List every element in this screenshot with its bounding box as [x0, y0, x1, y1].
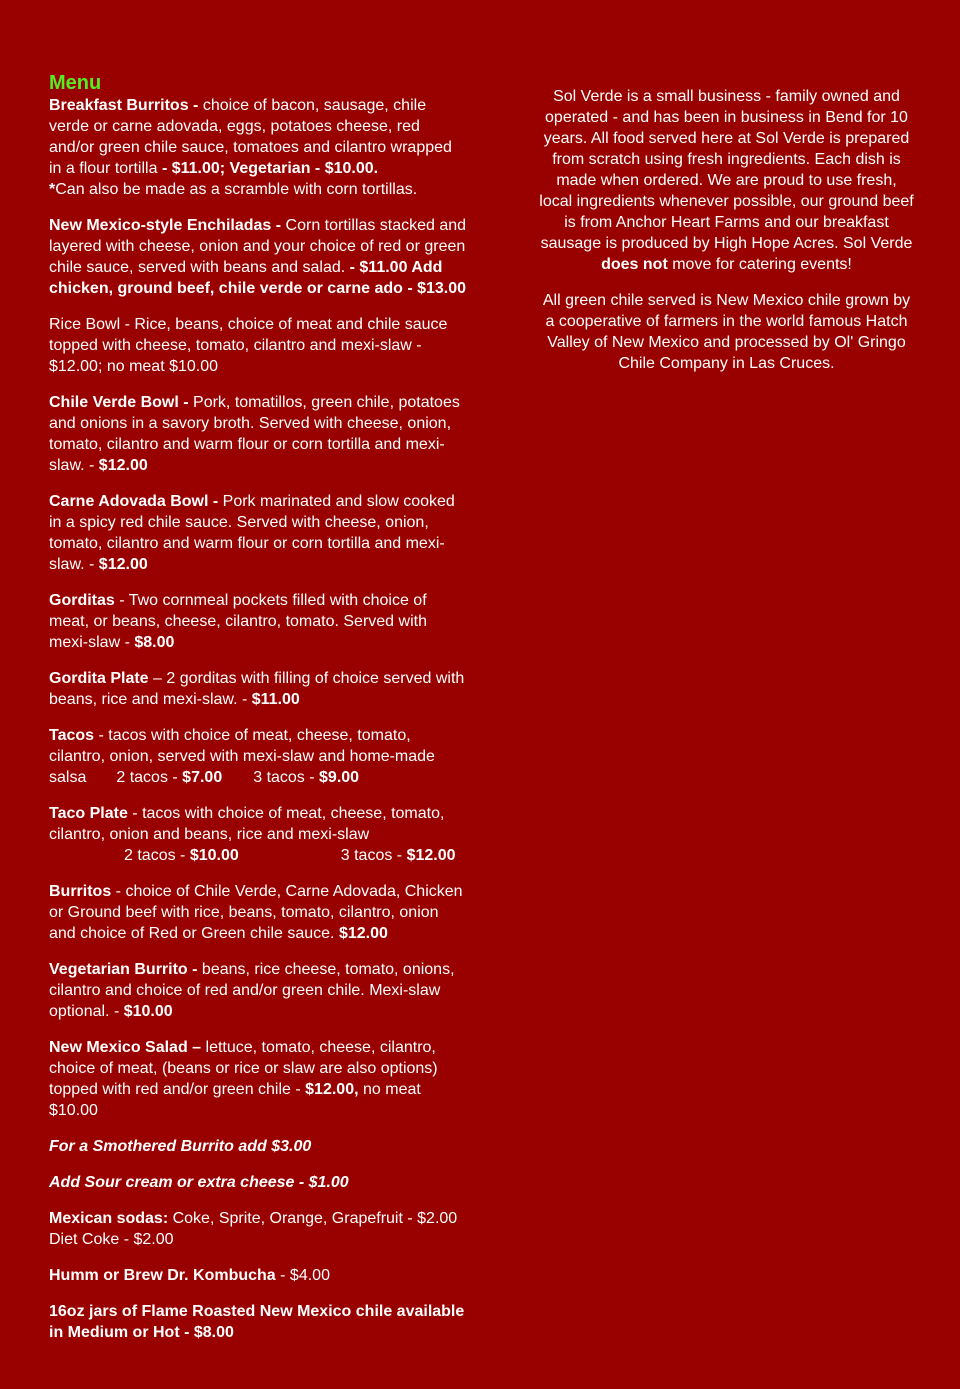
- menu-item-chile-verde-bowl: [49, 392, 467, 476]
- item-desc: - Two cornmeal pockets filled with choice of meat, or beans, cheese, cilantro, tomato. Served with mexi-slaw -: [49, 592, 427, 651]
- note-star: *: [49, 181, 56, 198]
- three-tacos-price: $9.00: [319, 769, 360, 786]
- item-desc: Coke, Sprite, Orange, Grapefruit - $2.00: [168, 1210, 458, 1227]
- three-tacos-price: $12.00: [406, 847, 456, 864]
- item-desc: Pork marinated and slow cooked in a spicy red chile sauce. Served with cheese, onion, tomato, cilantro and warm flour or corn tortilla and mexi-slaw. -: [49, 493, 455, 573]
- menu-item-carne-adovada-bowl: [49, 491, 467, 575]
- item-desc: - tacos with choice of meat, cheese, tomato, cilantro, onion, served with mexi-slaw and home-made salsa: [49, 727, 435, 786]
- two-tacos-price: $7.00: [182, 769, 223, 786]
- item-desc: Pork, tomatillos, green chile, potatoes and onions in a savory broth. Served with cheese, onion, tomato, cilantro and warm flour or corn tortilla and mexi-slaw. -: [49, 394, 460, 474]
- menu-item-burritos: [49, 881, 467, 944]
- menu-item-breakfast-burritos: [49, 95, 467, 200]
- menu-column: [49, 71, 467, 1358]
- item-name: Gordita Plate: [49, 670, 149, 687]
- item-price: $11.00: [251, 691, 300, 708]
- menu-item-vegetarian-burrito: [49, 959, 467, 1022]
- item-name: Burritos: [49, 883, 112, 900]
- item-price: $8.00: [134, 634, 175, 651]
- about-text: Sol Verde is a small business - family owned and operated - and has been in business in Bend for 10 years. All food served here at Sol Verde is prepared from scratch using fresh ingredients. Each dish is made when ordered. We are proud to use fresh, local ingredients whenever possible, our ground beef is from Anchor Heart Farms and our breakfast sausage is produced by High Hope Acres. Sol Verde: [539, 88, 914, 252]
- item-name: Gorditas: [49, 592, 115, 609]
- item-desc: - $4.00: [275, 1267, 330, 1284]
- two-tacos-label: 2 tacos -: [124, 847, 190, 864]
- menu-item-enchiladas: [49, 215, 467, 299]
- item-price: $10.00: [123, 1003, 173, 1020]
- item-name: Chile Verde Bowl -: [49, 394, 194, 411]
- item-price: $12.00,: [305, 1081, 359, 1098]
- menu-item-tacos: [49, 725, 467, 788]
- menu-item-nm-salad: [49, 1037, 467, 1121]
- item-text: 16oz jars of Flame Roasted New Mexico chile available in Medium or Hot - $8.00: [49, 1303, 465, 1341]
- menu-item-chile-jars: [49, 1301, 467, 1343]
- item-name: Carne Adovada Bowl -: [49, 493, 223, 510]
- item-price: - $11.00; Vegetarian - $10.00.: [157, 160, 379, 177]
- item-price: $12.00: [98, 556, 148, 573]
- about-paragraph-2: All green chile served is New Mexico chile grown by a cooperative of farmers in the world famous Hatch Valley of New Mexico and processed by Ol' Gringo Chile Company in Las Cruces.: [542, 292, 911, 372]
- item-desc: - tacos with choice of meat, cheese, tomato, cilantro, onion and beans, rice and mexi-slaw: [49, 805, 445, 843]
- item-name: Tacos: [49, 727, 95, 744]
- menu-item-gorditas: [49, 590, 467, 653]
- item-desc: Corn tortillas stacked and layered with cheese, onion and your choice of red or green chile sauce, served with beans and salad.: [49, 217, 467, 276]
- about-bold: does not: [601, 256, 668, 273]
- about-text-end: move for catering events!: [667, 256, 852, 273]
- two-tacos-price: $10.00: [189, 847, 239, 864]
- item-price: $12.00: [98, 457, 148, 474]
- item-desc: - choice of Chile Verde, Carne Adovada, Chicken or Ground beef with rice, beans, tomato, cilantro, onion and choice of Red or Green chile sauce.: [49, 883, 463, 942]
- item-price: - $11.00 Add chicken, ground beef, chile verde or carne ado - $13.00: [49, 259, 467, 297]
- item-name: Breakfast Burritos -: [49, 97, 203, 114]
- item-name: New Mexico Salad –: [49, 1039, 206, 1056]
- menu-item-taco-plate: [49, 803, 467, 866]
- item-name: Vegetarian Burrito -: [49, 961, 202, 978]
- item-price: $12.00: [338, 925, 388, 942]
- three-tacos-label: 3 tacos -: [340, 847, 407, 864]
- item-note: Can also be made as a scramble with corn tortillas.: [55, 181, 418, 198]
- item-name: Humm or Brew Dr. Kombucha: [49, 1267, 276, 1284]
- sour-cream-note: Add Sour cream or extra cheese - $1.00: [49, 1174, 349, 1191]
- item-name: Mexican sodas:: [49, 1210, 169, 1227]
- item-desc: beans, rice cheese, tomato, onions, cilantro and choice of red and/or green chile. Mexi-slaw optional. -: [49, 961, 455, 1020]
- item-desc: choice of bacon, sausage, chile verde or carne adovada, eggs, potatoes cheese, red and/or green chile sauce, tomatoes and cilantro wrapped in a flour tortilla: [49, 97, 452, 177]
- smothered-note: For a Smothered Burrito add $3.00: [49, 1138, 312, 1155]
- item-name: Taco Plate: [49, 805, 128, 822]
- item-name: New Mexico-style Enchiladas -: [49, 217, 286, 234]
- about-column: [538, 86, 915, 389]
- three-tacos-label: 3 tacos -: [253, 769, 320, 786]
- menu-item-kombucha: [49, 1265, 467, 1286]
- menu-item-gordita-plate: [49, 668, 467, 710]
- menu-title: Menu: [49, 72, 102, 94]
- menu-item-rice-bowl: Rice Bowl - Rice, beans, choice of meat and chile sauce topped with cheese, tomato, cilantro and mexi-slaw - $12.00; no meat $10.00: [49, 316, 448, 375]
- item-desc: – 2 gorditas with filling of choice served with beans, rice and mexi-slaw. -: [49, 670, 465, 708]
- menu-item-sodas: [49, 1208, 467, 1250]
- item-desc: lettuce, tomato, cheese, cilantro, choice of meat, (beans or rice or slaw are also options) topped with red and/or green chile -: [49, 1039, 438, 1098]
- about-paragraph-1: [538, 86, 915, 275]
- item-note: no meat $10.00: [49, 1081, 421, 1119]
- two-tacos-label: 2 tacos -: [116, 769, 183, 786]
- item-desc-line2: Diet Coke - $2.00: [49, 1231, 174, 1248]
